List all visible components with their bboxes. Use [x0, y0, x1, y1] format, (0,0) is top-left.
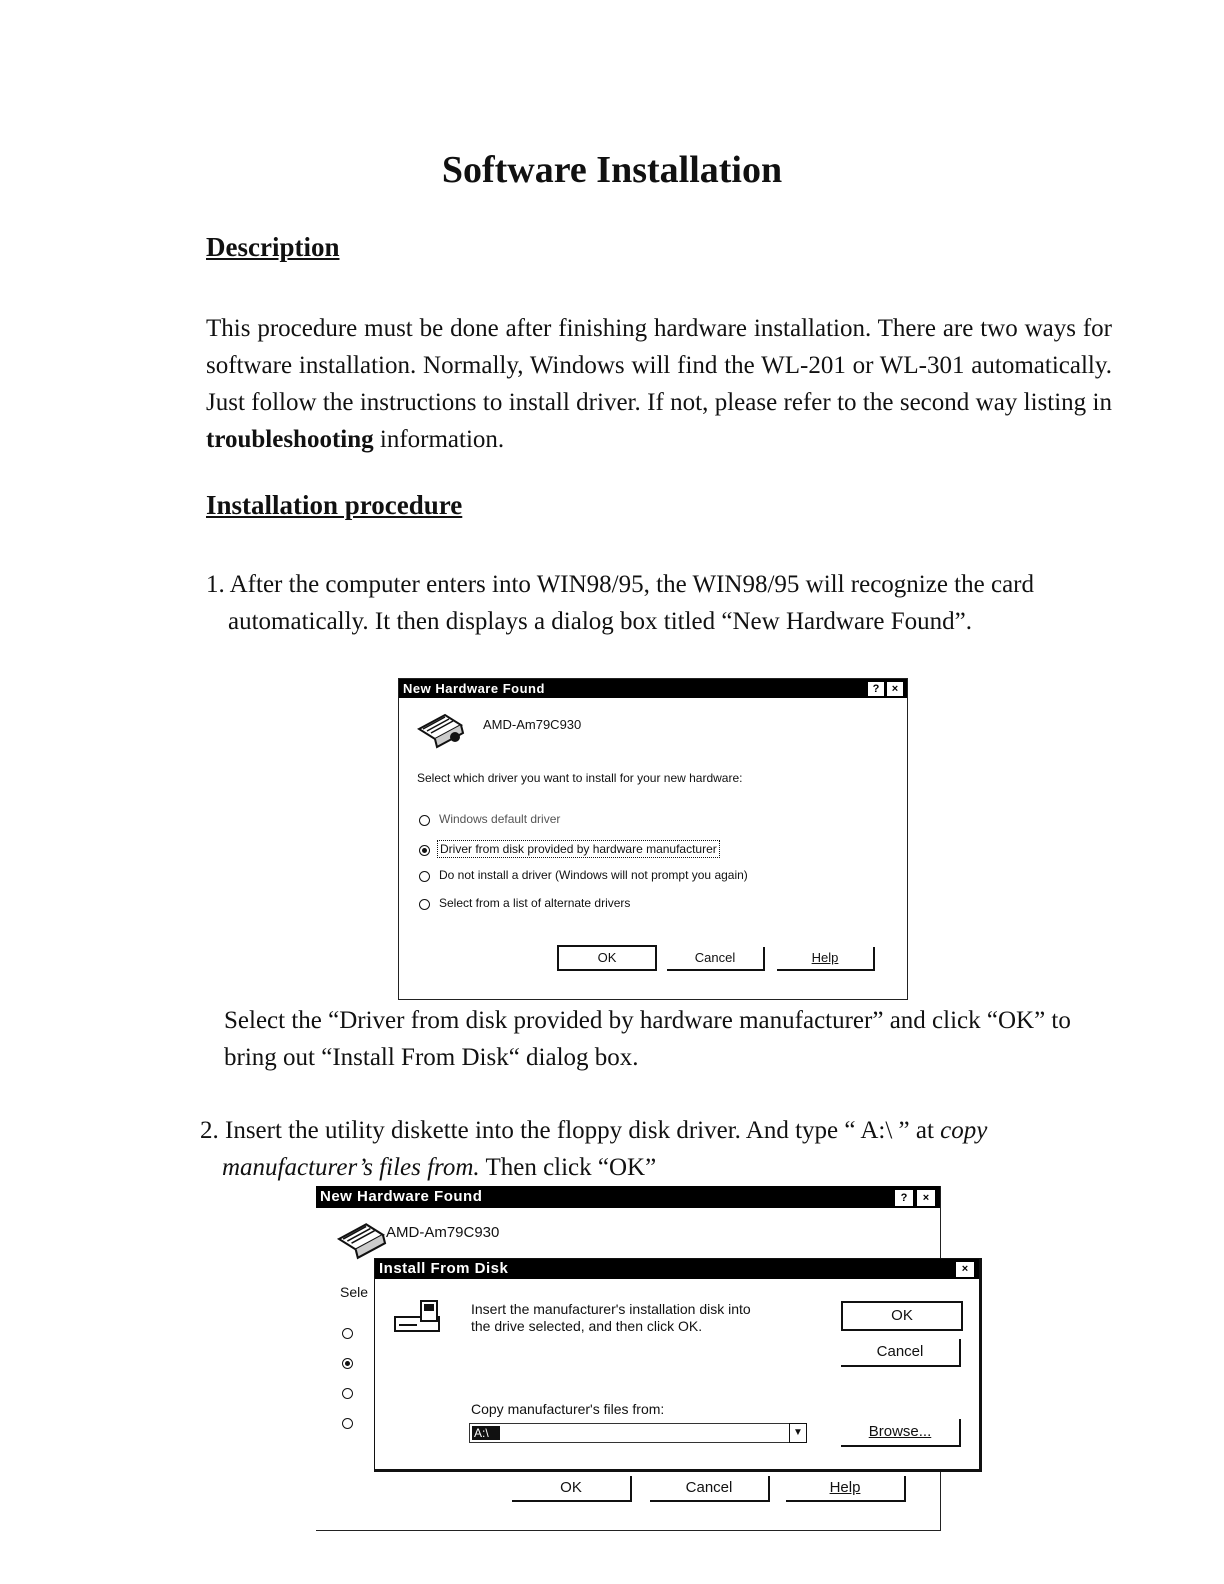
close-titlebar-button[interactable]: ×: [916, 1189, 936, 1207]
ok-button[interactable]: OK: [841, 1301, 963, 1331]
device-name: AMD-Am79C930: [386, 1224, 500, 1241]
dialog-titlebar: [316, 1186, 940, 1208]
dropdown-arrow-icon[interactable]: ▼: [789, 1423, 807, 1443]
help-button[interactable]: Help: [777, 947, 875, 971]
help-titlebar-button[interactable]: ?: [894, 1189, 914, 1207]
option-driver-from-disk-label: Driver from disk provided by hardware manufacturer: [437, 840, 720, 858]
cancel-button[interactable]: Cancel: [650, 1476, 770, 1502]
radio-do-not-install[interactable]: [419, 871, 430, 882]
cancel-button[interactable]: Cancel: [667, 947, 765, 971]
radio-select-from-list[interactable]: [419, 899, 430, 910]
description-text: This procedure must be done after finishing hardware installation. There are two ways for software installation. Normally, Windows will find the WL-201 or WL-301 automatically. Just follow the instructions to install driver. If not, please refer to the second way listing in: [206, 315, 1112, 416]
step1-followup: Select the “Driver from disk provided by hardware manufacturer” and click “OK” to bring out “Install From Disk“ dialog box.: [224, 1007, 1071, 1071]
ok-button[interactable]: OK: [512, 1476, 632, 1502]
hardware-card-icon: [334, 1216, 390, 1262]
hardware-card-icon: [415, 707, 467, 751]
radio-option-3[interactable]: [342, 1388, 353, 1399]
dialog-titlebar: [375, 1259, 979, 1279]
dialog-title: New Hardware Found: [403, 681, 545, 696]
procedure-heading: Installation procedure: [206, 490, 463, 520]
radio-driver-from-disk[interactable]: [419, 845, 430, 856]
install-message-line1: Insert the manufacturer's installation disk into: [471, 1301, 751, 1317]
browse-button[interactable]: Browse...: [841, 1419, 961, 1447]
floppy-drive-icon: [393, 1299, 443, 1335]
cancel-button[interactable]: Cancel: [841, 1339, 961, 1367]
help-button[interactable]: Help: [786, 1476, 906, 1502]
new-hardware-dialog: [398, 678, 908, 1000]
option-select-from-list-label: Select from a list of alternate drivers: [439, 896, 631, 910]
step1-paragraph: 1. After the computer enters into WIN98/95, the WIN98/95 will recognize the card automatically. It then displays a dialog box titled “New Hardware Found”.: [206, 571, 1034, 635]
ok-button[interactable]: OK: [557, 945, 657, 971]
radio-windows-default[interactable]: [419, 815, 430, 826]
close-titlebar-button[interactable]: ×: [955, 1261, 975, 1278]
copy-files-combobox[interactable]: [469, 1423, 806, 1443]
option-do-not-install-label: Do not install a driver (Windows will not prompt you again): [439, 868, 748, 882]
copy-files-value: A:\: [472, 1426, 500, 1440]
install-from-disk-dialog: [374, 1258, 982, 1472]
driver-prompt-fragment: Sele: [340, 1284, 369, 1300]
page-title: Software Installation: [441, 149, 783, 191]
description-tail: information.: [373, 426, 505, 453]
copy-files-label: Copy manufacturer's files from:: [471, 1401, 665, 1417]
description-heading: Description: [206, 232, 340, 262]
step2-paragraph: [200, 1112, 1100, 1186]
help-titlebar-button[interactable]: ?: [867, 681, 885, 697]
install-message-line2: the drive selected, and then click OK.: [471, 1318, 703, 1334]
dialog-title: Install From Disk: [379, 1260, 509, 1277]
dialog-title: New Hardware Found: [320, 1188, 483, 1205]
radio-option-2[interactable]: [342, 1358, 353, 1369]
step2-tail: Then click “OK”: [479, 1154, 657, 1181]
driver-prompt: Select which driver you want to install for your new hardware:: [417, 771, 743, 785]
description-paragraph: [206, 310, 1112, 458]
troubleshooting-term: troubleshooting: [206, 426, 374, 453]
step2-text: 2. Insert the utility diskette into the floppy disk driver. And type “ A:\ ” at: [200, 1117, 941, 1144]
radio-option-1[interactable]: [342, 1328, 353, 1339]
option-windows-default-label: Windows default driver: [439, 812, 561, 826]
dialog-titlebar: [399, 679, 907, 698]
copy-files-term: copy manufacturer’s files from.: [222, 1117, 988, 1181]
close-titlebar-button[interactable]: ×: [886, 681, 904, 697]
device-name: AMD-Am79C930: [483, 717, 582, 732]
radio-option-4[interactable]: [342, 1418, 353, 1429]
